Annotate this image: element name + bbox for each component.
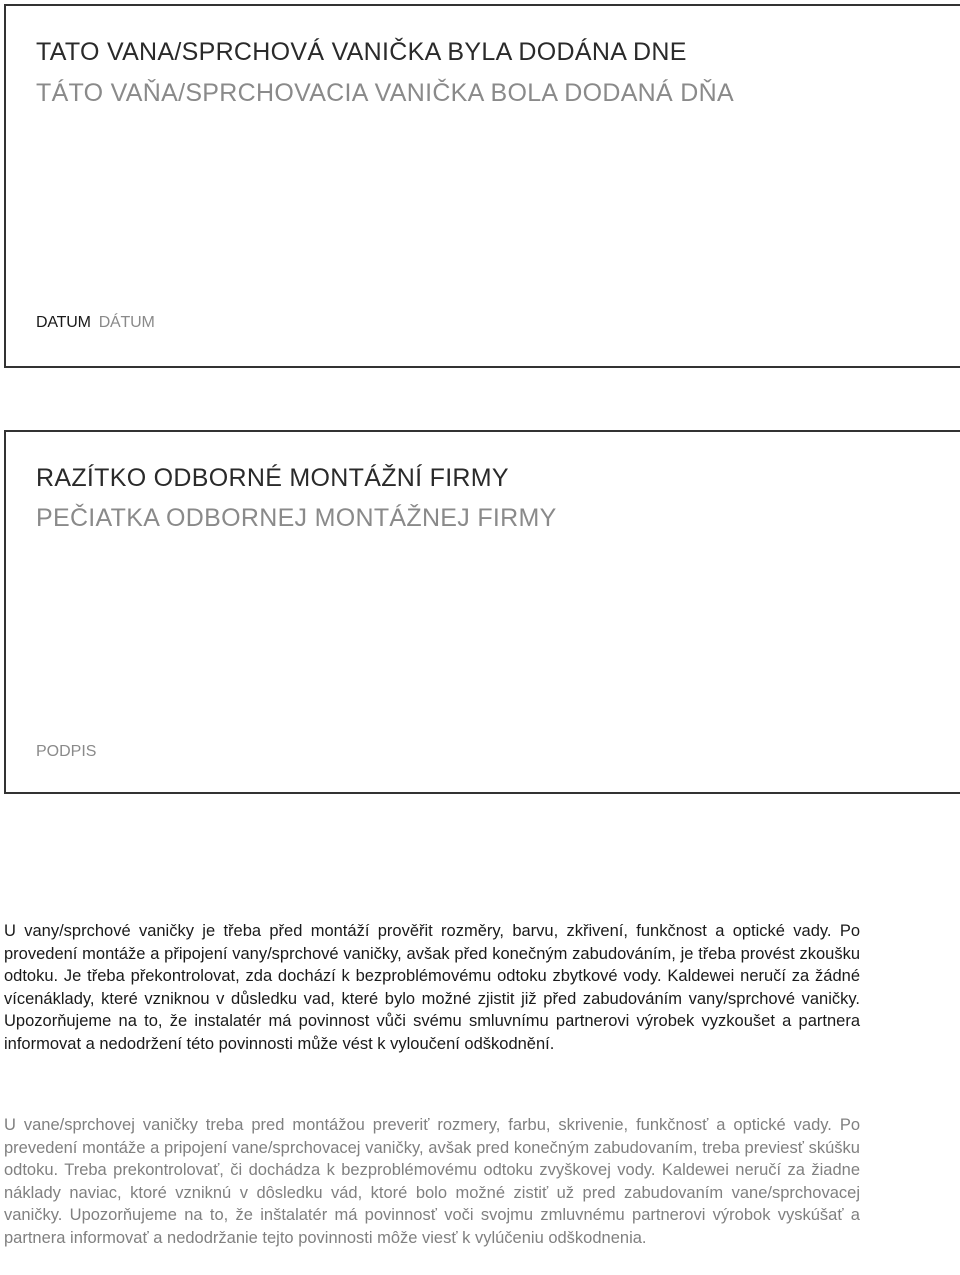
date-label-cz: DATUM	[36, 314, 91, 331]
stamp-title-sk: PEČIATKA ODBORNEJ MONTÁŽNEJ FIRMY	[36, 504, 557, 532]
notice-paragraph-cz: U vany/sprchové vaničky je třeba před montáží prověřit rozměry, barvu, zkřivení, funkčnost a optické vady. Po provedení montáže a připojení vany/sprchové vaničky, avšak před konečným zabudováním, je třeba provést zkoušku odtoku. Je třeba překontrolovat, zda dochází k bezproblémovému odtoku zbytkové vody. Kaldewei neručí za žádné vícenáklady, které vzniknou v důsledku vad, které bylo možné zjistit již před zabudováním vany/sprchové vaničky. Upozorňujeme na to, že instalatér má povinnost vůči svému smluvnímu partnerovi výrobek vyzkoušet a partnera informovat a nedodržení této povinnosti může vést k vyloučení odškodnění.	[4, 922, 860, 1053]
delivery-date-box	[4, 4, 960, 368]
signature-label: PODPIS	[36, 743, 97, 760]
date-label-sk: DÁTUM	[98, 314, 155, 331]
delivery-title-sk: TÁTO VAŇA/SPRCHOVACIA VANIČKA BOLA DODANÁ DŇA	[36, 79, 734, 107]
stamp-title-cz: RAZÍTKO ODBORNÉ MONTÁŽNÍ FIRMY	[36, 464, 509, 492]
notice-paragraph-sk: U vane/sprchovej vaničky treba pred montážou preveriť rozmery, farbu, skrivenie, funkčnosť a optické vady. Po prevedení montáže a pripojení vane/sprchovacej vaničky, avšak pred konečným zabudovaním, treba previesť skúšku odtoku. Treba prekontrolovať, či dochádza k bezproblémovému odtoku zvyškovej vody. Kaldewei neručí za žiadne náklady naviac, ktoré vzniknú v dôsledku vád, ktoré bolo možné zistiť už pred zabudovaním vane/sprchovacej vaničky. Upozorňujeme na to, že inštalatér má povinnosť voči svojmu zmluvnému partnerovi výrobok vyskúšať a partnera informovať a nedodržanie tejto povinnosti môže viesť k vylúčeniu odškodnenia.	[4, 1116, 860, 1247]
delivery-title-cz: TATO VANA/SPRCHOVÁ VANIČKA BYLA DODÁNA DNE	[36, 38, 687, 66]
installer-stamp-box	[4, 430, 960, 794]
date-field-label	[36, 314, 155, 332]
